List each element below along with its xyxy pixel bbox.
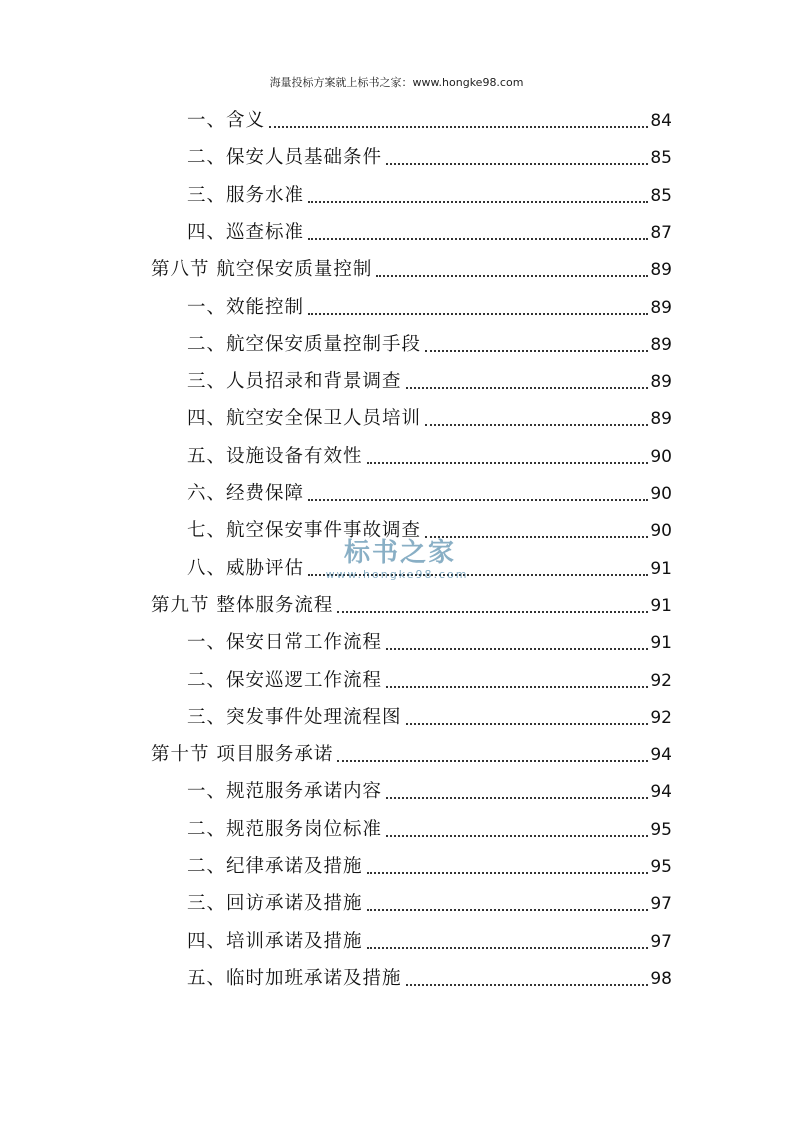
toc-dot-leader — [308, 201, 648, 203]
toc-entry-page-number: 90 — [650, 484, 672, 504]
toc-dot-leader — [386, 835, 648, 837]
toc-entry-page-number: 89 — [650, 334, 672, 355]
toc-entry-title: 二、保安巡逻工作流程 — [187, 669, 383, 691]
toc-entry-title: 四、培训承诺及措施 — [187, 930, 363, 952]
toc-dot-leader — [337, 760, 648, 762]
toc-dot-leader — [425, 536, 648, 538]
toc-entry-page-number: 90 — [650, 521, 672, 542]
toc-entry-page-number: 94 — [650, 745, 672, 766]
toc-entry[interactable] — [187, 662, 672, 692]
toc-entry-title: 三、人员招录和背景调查 — [187, 371, 402, 393]
toc-entry-title: 二、保安人员基础条件 — [187, 147, 383, 169]
toc-entry[interactable] — [187, 699, 672, 729]
toc-entry-page-number: 85 — [650, 185, 672, 206]
toc-dot-leader — [406, 984, 649, 986]
toc-entry-title: 四、航空安全保卫人员培训 — [187, 408, 422, 430]
toc-dot-leader — [386, 648, 648, 650]
toc-dot-leader — [367, 947, 649, 949]
toc-entry[interactable] — [187, 102, 672, 132]
toc-entry[interactable] — [187, 624, 672, 654]
toc-entry-page-number: 98 — [650, 968, 672, 989]
toc-section-entry[interactable] — [151, 587, 672, 617]
toc-entry[interactable] — [187, 885, 672, 915]
toc-dot-leader — [367, 462, 649, 464]
toc-entry-page-number: 89 — [650, 260, 672, 281]
toc-entry-title: 三、回访承诺及措施 — [187, 893, 363, 915]
toc-entry-page-number: 95 — [650, 857, 672, 877]
toc-entry[interactable] — [187, 773, 672, 803]
toc-entry[interactable] — [187, 848, 672, 878]
toc-entry-title: 三、突发事件处理流程图 — [187, 706, 402, 728]
toc-entry-title: 二、纪律承诺及措施 — [187, 856, 363, 877]
toc-entry[interactable] — [187, 960, 672, 990]
toc-entry[interactable] — [187, 214, 672, 244]
toc-entry-title: 八、威胁评估 — [187, 557, 305, 579]
toc-entry[interactable] — [187, 289, 672, 319]
toc-dot-leader — [367, 872, 649, 874]
toc-entry-page-number: 95 — [650, 819, 672, 840]
toc-entry-title: 第八节 航空保安质量控制 — [151, 259, 373, 281]
toc-entry-title: 第九节 整体服务流程 — [151, 594, 334, 616]
toc-entry-page-number: 90 — [650, 446, 672, 467]
toc-entry-page-number: 92 — [650, 670, 672, 691]
toc-dot-leader — [337, 611, 648, 613]
toc-dot-leader — [308, 313, 648, 315]
toc-dot-leader — [425, 424, 648, 426]
toc-entry-page-number: 87 — [650, 222, 672, 243]
watermark-url: www.hongke98.com — [325, 568, 469, 581]
toc-dot-leader — [367, 909, 649, 911]
toc-dot-leader — [406, 387, 649, 389]
toc-entry[interactable] — [187, 475, 672, 505]
toc-entry[interactable] — [187, 438, 672, 468]
toc-entry-page-number: 89 — [650, 372, 672, 393]
toc-entry-title: 六、经费保障 — [187, 483, 305, 504]
toc-entry-title: 一、含义 — [187, 110, 266, 131]
toc-entry-page-number: 97 — [650, 931, 672, 952]
toc-entry[interactable] — [187, 923, 672, 953]
toc-entry-title: 一、保安日常工作流程 — [187, 632, 383, 654]
toc-entry[interactable] — [187, 363, 672, 393]
toc-entry-title: 二、规范服务岗位标准 — [187, 818, 383, 840]
toc-entry-page-number: 85 — [650, 148, 672, 169]
watermark-title: 标书之家 — [344, 538, 457, 568]
toc-entry-title: 二、航空保安质量控制手段 — [187, 333, 422, 355]
toc-entry-title: 五、设施设备有效性 — [187, 445, 363, 467]
toc-entry-page-number: 91 — [650, 558, 672, 579]
toc-entry-title: 一、效能控制 — [187, 296, 305, 318]
toc-dot-leader — [386, 797, 648, 799]
toc-entry[interactable] — [187, 512, 672, 542]
toc-entry-page-number: 91 — [650, 633, 672, 654]
toc-dot-leader — [386, 686, 648, 688]
toc-entry-page-number: 89 — [650, 409, 672, 430]
toc-entry[interactable] — [187, 326, 672, 356]
toc-entry-page-number: 94 — [650, 782, 672, 803]
toc-dot-leader — [386, 163, 648, 165]
toc-section-entry[interactable] — [151, 251, 672, 281]
toc-dot-leader — [308, 499, 648, 501]
toc-section-entry[interactable] — [151, 736, 672, 766]
toc-entry-page-number: 91 — [650, 595, 672, 616]
toc-dot-leader — [376, 275, 648, 277]
toc-dot-leader — [269, 126, 648, 128]
toc-entry-page-number: 92 — [650, 707, 672, 728]
toc-entry[interactable] — [187, 139, 672, 169]
toc-entry-title: 五、临时加班承诺及措施 — [187, 967, 402, 989]
toc-dot-leader — [425, 350, 648, 352]
toc-entry-title: 第十节 项目服务承诺 — [151, 744, 334, 766]
toc-entry-title: 四、巡查标准 — [187, 221, 305, 243]
toc-entry[interactable] — [187, 177, 672, 207]
toc-entry-page-number: 97 — [650, 894, 672, 915]
toc-entry[interactable] — [187, 550, 672, 580]
toc-dot-leader — [308, 238, 648, 240]
toc-dot-leader — [406, 723, 649, 725]
toc-entry-title: 三、服务水准 — [187, 184, 305, 206]
toc-entry-page-number: 89 — [650, 297, 672, 318]
page-header: 海量投标方案就上标书之家：www.hongke98.com — [269, 76, 524, 89]
toc-dot-leader — [308, 574, 648, 576]
toc-entry[interactable] — [187, 400, 672, 430]
toc-entry[interactable] — [187, 811, 672, 841]
toc-entry-page-number: 84 — [650, 111, 672, 131]
toc-entry-title: 一、规范服务承诺内容 — [187, 781, 383, 803]
toc-entry-title: 七、航空保安事件事故调查 — [187, 520, 422, 542]
